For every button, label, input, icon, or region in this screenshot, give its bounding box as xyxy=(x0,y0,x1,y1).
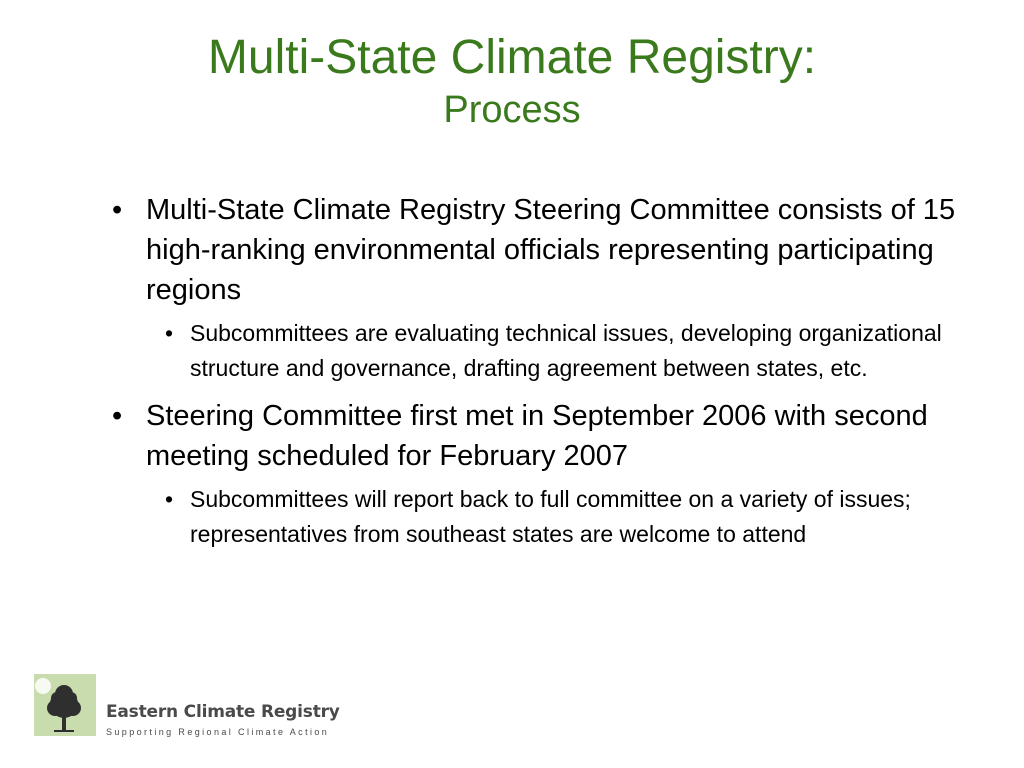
bullet-dot-icon: • xyxy=(112,194,123,226)
sub-bullet-item xyxy=(110,482,970,552)
bullet-dot-icon: • xyxy=(112,400,123,432)
slide-subtitle: Process xyxy=(443,89,581,131)
tree-logo-icon xyxy=(34,674,96,736)
bullet-item xyxy=(110,396,970,476)
sub-bullet-dot-icon: • xyxy=(165,320,174,346)
logo-tagline: Supporting Regional Climate Action xyxy=(106,727,330,737)
slide-title-block xyxy=(0,30,1024,134)
bullet-list xyxy=(110,190,970,562)
sub-bullet-dot-icon: • xyxy=(165,486,174,512)
bullet-text: Steering Committee first met in September 2006 with second meeting scheduled for February 2007 xyxy=(146,400,928,472)
eastern-climate-registry-logo xyxy=(34,674,340,740)
bullet-item xyxy=(110,190,970,310)
sub-bullet-text: Subcommittees are evaluating technical issues, developing organizational structure and governance, drafting agreement between states, etc. xyxy=(190,320,942,381)
logo-name: Eastern Climate Registry xyxy=(106,702,340,722)
bullet-text: Multi-State Climate Registry Steering Committee consists of 15 high-ranking environmental officials representing participating regions xyxy=(146,194,956,306)
sub-bullet-text: Subcommittees will report back to full committee on a variety of issues; representatives from southeast states are welcome to attend xyxy=(190,486,911,547)
sub-bullet-item xyxy=(110,316,970,386)
slide-title: Multi-State Climate Registry: xyxy=(207,31,817,84)
